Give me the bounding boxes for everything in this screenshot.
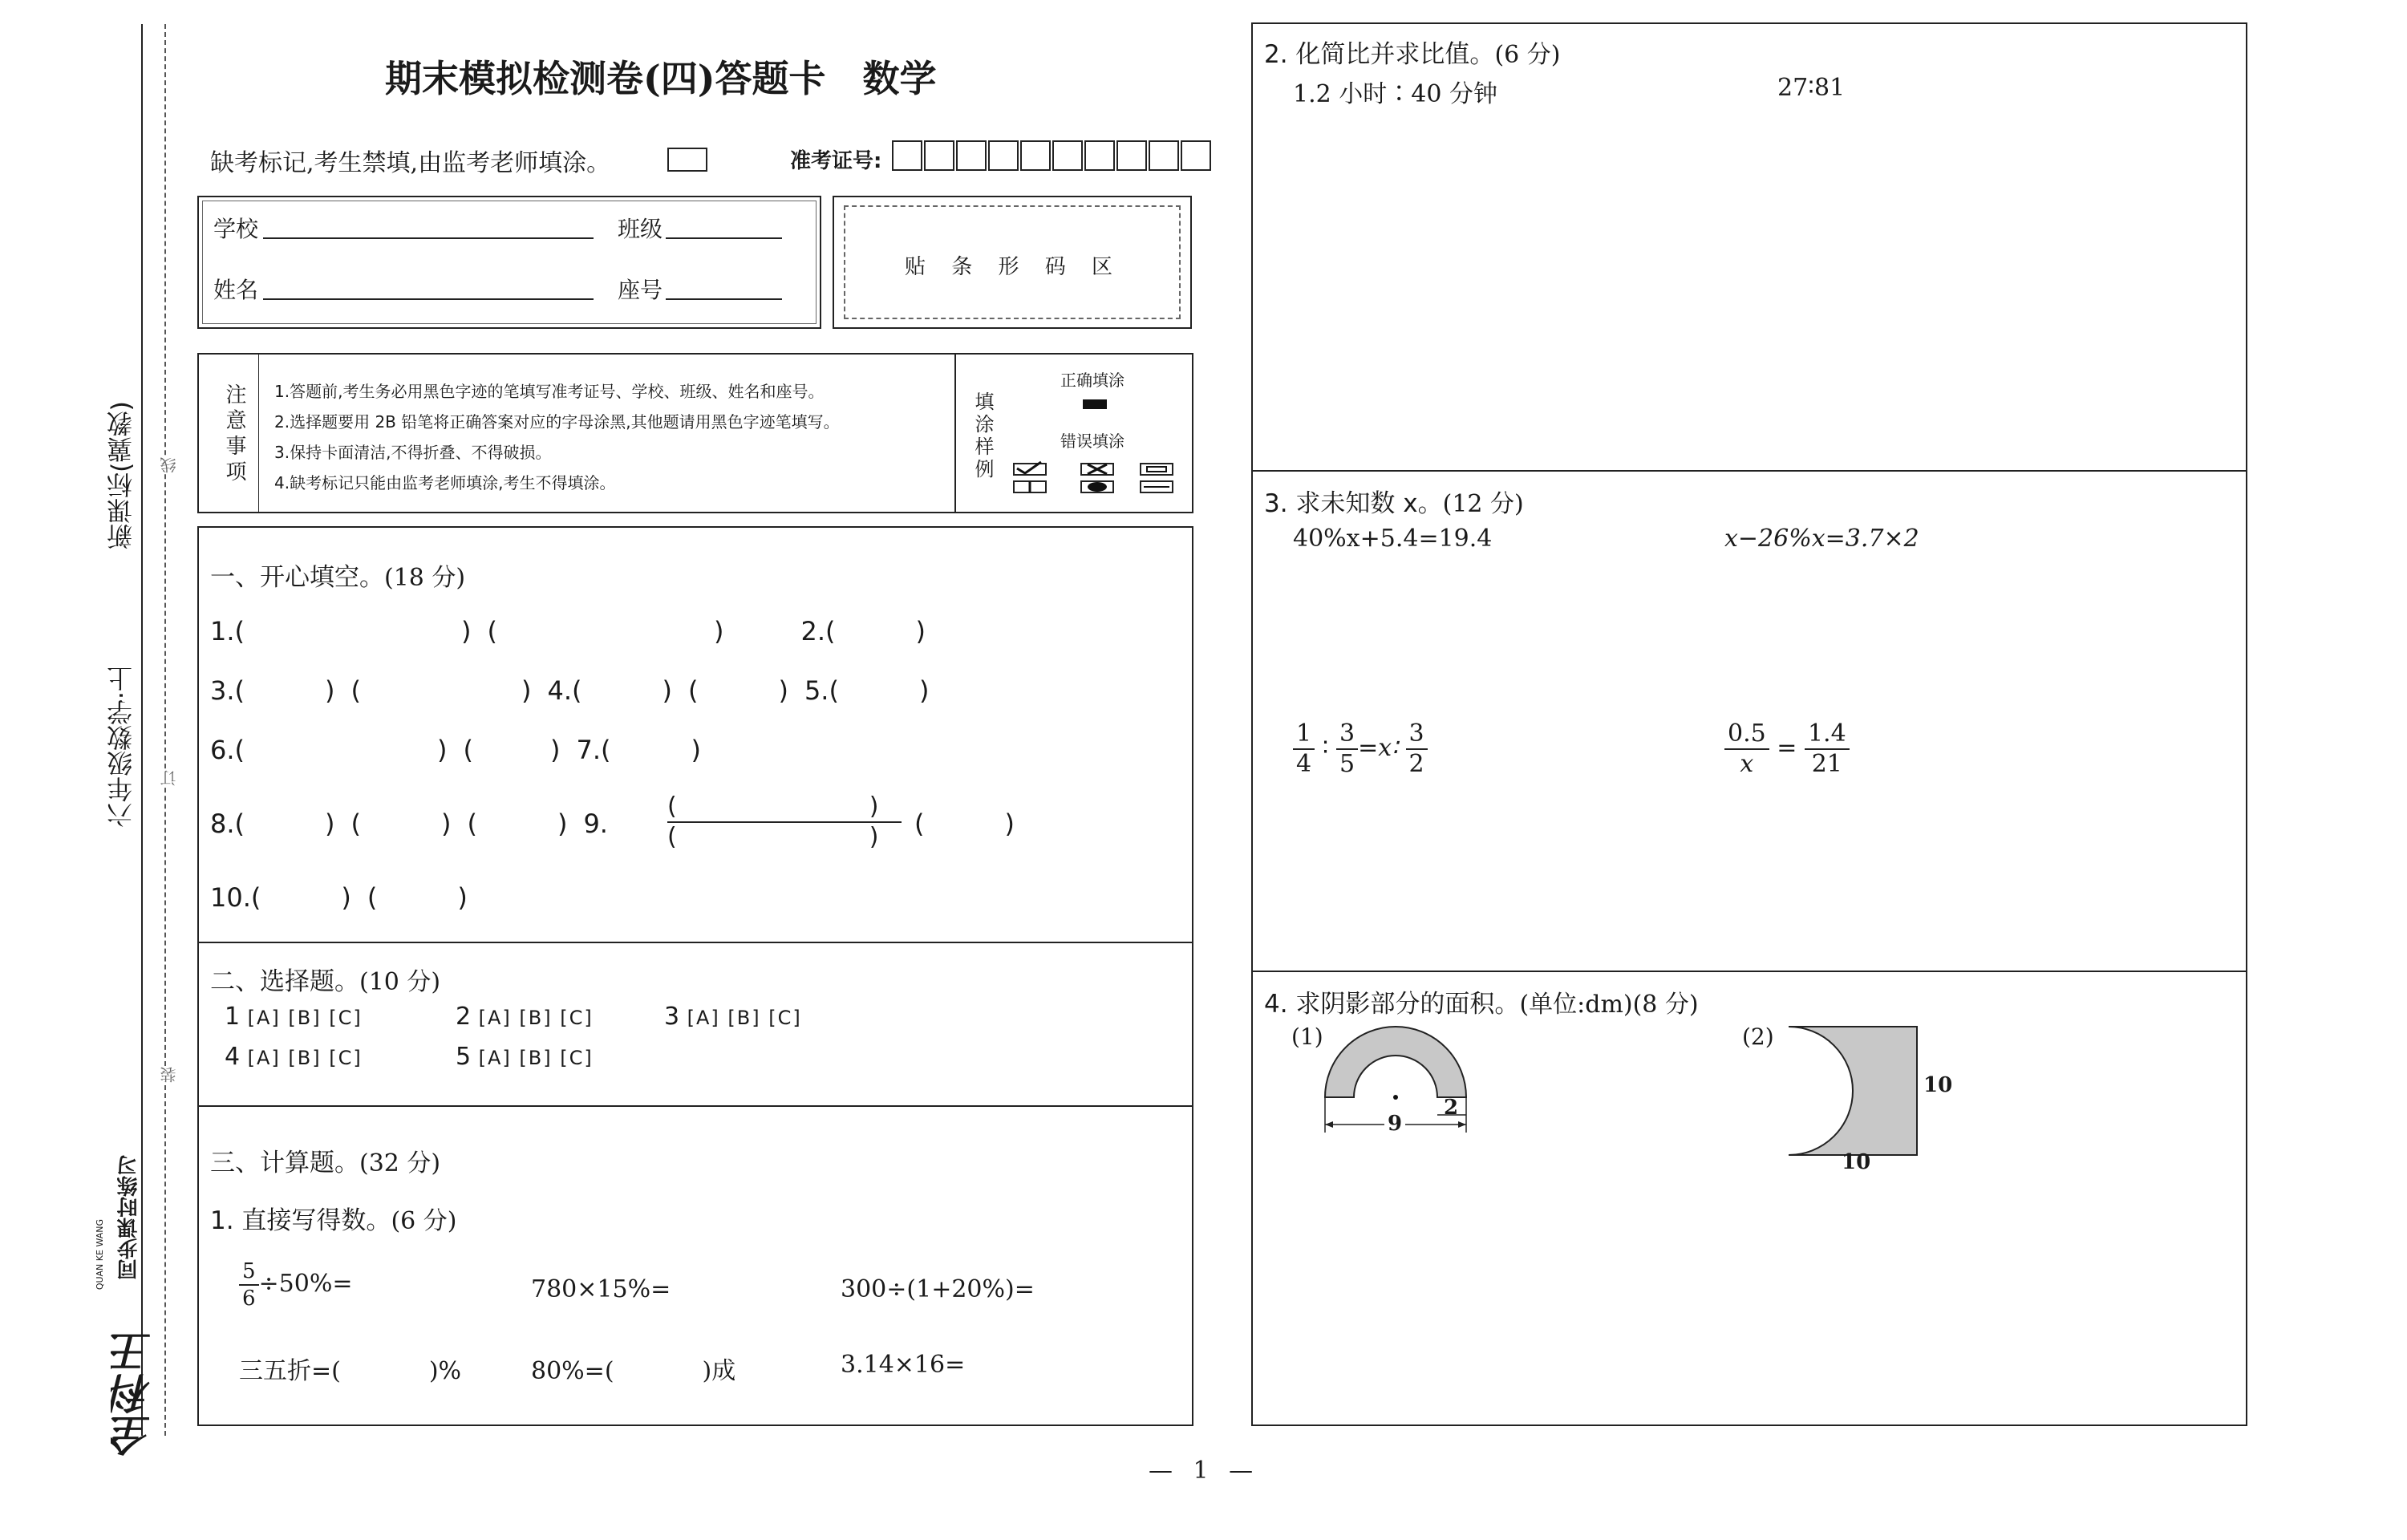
q2-item-a: 1.2 小时∶40 分钟 bbox=[1293, 80, 1497, 108]
student-info-box bbox=[197, 196, 821, 329]
notice-item-3: 3.保持卡面清洁,不得折叠、不得破损。 bbox=[274, 443, 552, 462]
wrong-fill-label: 错误填涂 bbox=[1060, 432, 1124, 451]
fill-9-second[interactable]: ( ) bbox=[914, 808, 1015, 839]
calc-q1-title: 1. 直接写得数。(6 分) bbox=[210, 1206, 457, 1235]
notice-item-1: 1.答题前,考生务必用黑色字迹的笔填写准考证号、学校、班级、姓名和座号。 bbox=[274, 382, 825, 401]
cut-mark-zhuang: 装 bbox=[157, 1067, 180, 1083]
name-field[interactable] bbox=[263, 298, 594, 300]
cut-dashed-line bbox=[164, 24, 166, 1436]
name-label: 姓名 bbox=[213, 277, 259, 303]
fig1-dim-9: 9 bbox=[1384, 1112, 1405, 1136]
correct-fill-sample bbox=[1083, 399, 1107, 409]
q4-label-1: (1) bbox=[1291, 1023, 1323, 1050]
choice-q4[interactable]: 4 [A] [B] [C] bbox=[225, 1043, 363, 1071]
fill-fraction-9[interactable]: ( ) ( ) bbox=[667, 792, 902, 852]
sidebar-subject: 新课标(冀教) bbox=[106, 401, 136, 549]
exam-id-label: 准考证号: bbox=[790, 149, 882, 173]
sample-title: 填涂样例 bbox=[971, 391, 994, 481]
q3-item-a: 40%x+5.4=19.4 bbox=[1293, 525, 1493, 553]
brand-slogan: 同步课时练习 bbox=[117, 1155, 141, 1280]
cut-mark-ding: 订 bbox=[157, 770, 180, 786]
correct-fill-label: 正确填涂 bbox=[1060, 371, 1124, 390]
calc-item-c: 300÷(1+20%)= bbox=[841, 1275, 1035, 1303]
fill-row-3[interactable]: 6.( ) ( ) 7.( ) bbox=[210, 735, 701, 765]
brand-pinyin: QUAN KE WANG bbox=[95, 1219, 105, 1291]
page-number: — 1 — bbox=[1149, 1457, 1260, 1485]
wrong-fill-samples bbox=[1012, 460, 1181, 500]
q3-item-d: $\frac{0.5}{x}$ = $\frac{1.4}{21}$ bbox=[1724, 722, 1850, 776]
calc-item-d[interactable]: 三五折=( )% bbox=[239, 1357, 462, 1385]
choice-q3[interactable]: 3 [A] [B] [C] bbox=[664, 1003, 802, 1031]
cut-mark-xian: 线 bbox=[157, 457, 180, 473]
notice-item-2: 2.选择题要用 2B 铅笔将正确答案对应的字母涂黑,其他题请用黑色字迹笔填写。 bbox=[274, 412, 840, 432]
calc-item-e[interactable]: 80%=( )成 bbox=[531, 1357, 736, 1385]
barcode-label: 贴 条 形 码 区 bbox=[905, 255, 1123, 279]
fill-row-4[interactable]: 8.( ) ( ) ( ) 9. bbox=[210, 808, 608, 839]
fill-row-5[interactable]: 10.( ) ( ) bbox=[210, 882, 468, 913]
q4-figure-2 bbox=[1773, 1019, 1933, 1163]
q2-title: 2. 化简比并求比值。(6 分) bbox=[1264, 40, 1561, 69]
choice-q5[interactable]: 5 [A] [B] [C] bbox=[456, 1043, 594, 1071]
school-label: 学校 bbox=[213, 216, 259, 242]
q3-item-c: $\frac{1}{4}$ ∶ $\frac{3}{5}$ =x∶ $\frac{3}{2}$ bbox=[1293, 722, 1428, 776]
choice-q1[interactable]: 1 [A] [B] [C] bbox=[225, 1003, 363, 1031]
section3-title: 三、计算题。(32 分) bbox=[210, 1149, 441, 1177]
fill-row-1[interactable]: 1.( ) ( ) 2.( ) bbox=[210, 616, 926, 646]
sidebar-grade: 六年级数学·上 bbox=[106, 666, 136, 829]
fig1-dim-2: 2 bbox=[1444, 1096, 1459, 1120]
brand-logo: 全科王 bbox=[111, 1331, 159, 1457]
fig2-dim-bottom: 10 bbox=[1842, 1150, 1871, 1174]
class-label: 班级 bbox=[618, 216, 663, 242]
seat-label: 座号 bbox=[618, 277, 663, 303]
notice-item-4: 4.缺考标记只能由监考老师填涂,考生不得填涂。 bbox=[274, 473, 616, 492]
notice-title: 注意事项 bbox=[222, 383, 246, 486]
fill-row-2[interactable]: 3.( ) ( ) 4.( ) ( ) 5.( ) bbox=[210, 675, 930, 706]
q4-title: 4. 求阴影部分的面积。(单位:dm)(8 分) bbox=[1264, 990, 1699, 1019]
calc-item-b: 780×15%= bbox=[531, 1275, 671, 1303]
calc-item-a: $\frac{5}{6}$ ÷50%= bbox=[239, 1261, 353, 1309]
absent-mark-box[interactable] bbox=[667, 148, 707, 172]
fig2-dim-right: 10 bbox=[1923, 1073, 1953, 1097]
school-field[interactable] bbox=[263, 237, 594, 239]
section1-title: 一、开心填空。(18 分) bbox=[210, 563, 466, 592]
seat-field[interactable] bbox=[666, 298, 782, 300]
q3-item-b: x−26%x=3.7×2 bbox=[1724, 525, 1919, 553]
absent-note: 缺考标记,考生禁填,由监考老师填涂。 bbox=[210, 149, 611, 177]
calc-item-f: 3.14×16= bbox=[841, 1351, 966, 1379]
choice-q2[interactable]: 2 [A] [B] [C] bbox=[456, 1003, 594, 1031]
q2-item-b: 27∶81 bbox=[1777, 74, 1846, 102]
section2-title: 二、选择题。(10 分) bbox=[210, 967, 441, 996]
q3-title: 3. 求未知数 x。(12 分) bbox=[1264, 489, 1524, 518]
page-title: 期末模拟检测卷(四)答题卡 数学 bbox=[385, 57, 937, 100]
q4-label-2: (2) bbox=[1742, 1023, 1774, 1050]
class-field[interactable] bbox=[666, 237, 782, 239]
